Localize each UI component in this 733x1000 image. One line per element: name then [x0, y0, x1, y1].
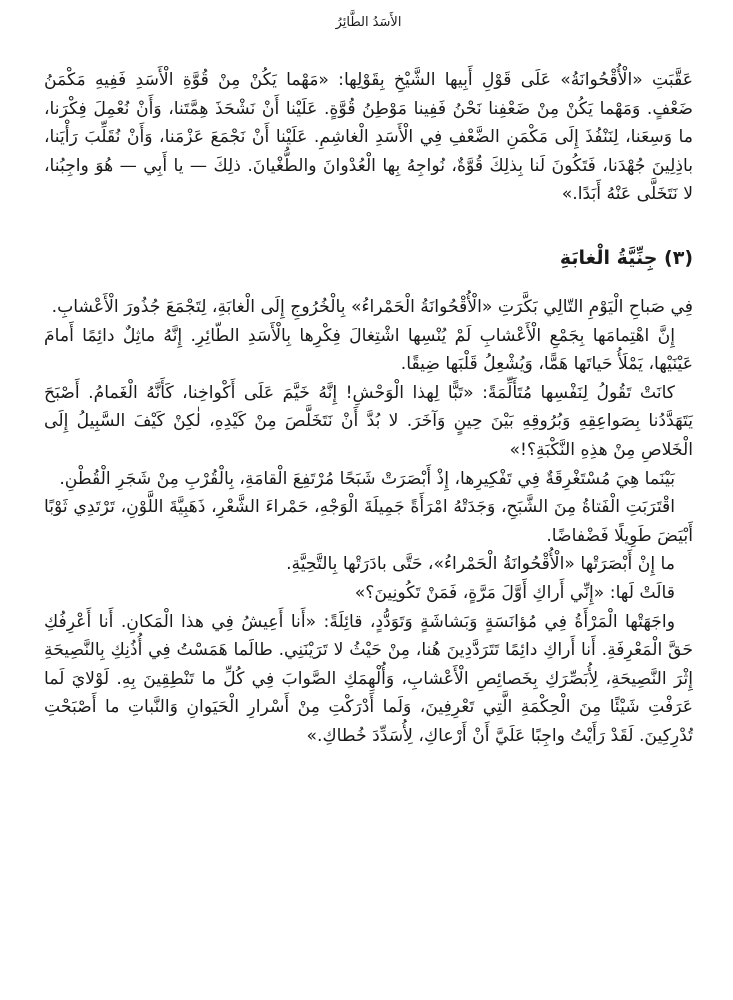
body-paragraph: اقْتَرَبَتِ الْفَتاةُ مِنَ الشَّبَحِ، وَجَدَتْهُ امْرَأَةً جَمِيلَةَ الْوَجْهِ، حَمْراءَ الشَّعْرِ، ذَهَبِيَّةَ اللَّوْنِ، تَرْتَدِي ثَوْبًا أَبْيَضَ طَوِيلًا فَضْفاضًا.: [44, 497, 693, 546]
body-paragraph: قالَتْ لَها: «إِنِّي أَراكِ أَوَّلَ مَرَّةٍ، فَمَنْ تَكُونِينَ؟»: [354, 582, 675, 603]
body-paragraph: واجَهَتْها الْمَرْأَةُ فِي مُؤانَسَةٍ وَبَشاشَةٍ وَتَوَدُّدٍ، قائِلَةً: «أَنا أَعِيشُ فِي هذا الْمَكانِ. أَنا أَعْرِفُكِ حَقَّ الْمَعْرِفَةِ. أَنا أَراكِ دائِمًا تَتَرَدَّدِينَ هُنا، مِنْ حَيْثُ لا تَرَيْنَنِي. طالَما هَمَسْتُ فِي أُذُنِكِ بِالنَّصِيحَةِ إِثْرَ النَّصِيحَةِ، لِأُبَصِّرَكِ بِخَصائِصِ الْأَعْشابِ، وَأُلْهِمَكِ الصَّوابَ فِي كُلِّ ما تَنْطِقِينَ بِهِ. لَوْلايَ لَما عَرَفْتِ شَيْئًا مِنَ الْحِكْمَةِ الَّتِي تَعْرِفِينَ، وَلَما أَدْرَكْتِ مِنْ أَسْرارِ الْحَيَوانِ وَالنَّباتِ ما أَصْبَحْتِ تُدْرِكِينَ. لَقَدْ رَأَيْتُ واجِبًا عَلَيَّ أَنْ أَرْعاكِ، لِأُسَدِّدَ خُطاكِ.»: [44, 611, 693, 746]
body-paragraph: كانَتْ تَقُولُ لِنَفْسِها مُتَأَلِّمَةً: «تَبًّا لِهذا الْوَحْشِ! إِنَّهُ خَيَّمَ عَلَى أَكْواخِنا، كَأَنَّهُ الْغَمامُ. أَصْبَحَ يَتَهَدَّدُنا بِصَواعِقِهِ وَبُرُوقِهِ بَيْنَ حِينٍ وَآخَرَ. لا بُدَّ أَنْ نَتَخَلَّصَ مِنْ كَيْدِهِ، لٰكِنْ كَيْفَ السَّبِيلُ إِلَى الْخَلاصِ مِنْ هذِهِ النَّكْبَةِ؟!»: [44, 382, 693, 460]
body-paragraph: فِي صَباحِ الْيَوْمِ التّالِي بَكَّرَتِ «الْأُقْحُوانَةُ الْحَمْراءُ» بِالْخُرُوجِ إِلَى الْغابَةِ، لِتَجْمَعَ جُذُورَ الْأَعْشابِ.: [51, 296, 693, 317]
body-paragraph: بَيْنَما هِيَ مُسْتَغْرِقَةٌ فِي تَفْكِيرِها، إِذْ أَبْصَرَتْ شَبَحًا مُرْتَفِعَ الْقامَةِ، بِالْقُرْبِ مِنْ شَجَرِ الْقُطْنِ.: [59, 468, 675, 489]
body-paragraph: ما إِنْ أَبْصَرَتْها «الْأُقْحُوانَةُ الْحَمْراءُ»، حَتَّى بادَرَتْها بِالتَّحِيَّةِ.: [286, 554, 675, 575]
body-paragraph: عَقَّبَتِ «الْأُقْحُوانَةُ» عَلَى قَوْلِ أَبِيها الشَّيْخِ بِقَوْلِها: «مَهْما يَكُنْ مِنْ قُوَّةِ الْأَسَدِ فَفِيهِ مَكْمَنُ ضَعْفٍ. وَمَهْما يَكُنْ مِنْ ضَعْفِنا نَحْنُ فَفِينا مَوْطِنُ قُوَّةٍ. عَلَيْنا أَنْ نَشْحَذَ هِمَّتَنا، وَأَنْ نُعْمِلَ فِكْرَنا، ما وَسِعَنا، لِنَنْفُذَ إِلَى مَكْمَنِ الضَّعْفِ فِي الْأَسَدِ الْغاشِمِ. عَلَيْنا أَنْ نَجْمَعَ عَزْمَنا، وَأَنْ نُقَلِّبَ رَأْيَنا، باذِلِينَ جُهْدَنا، فَتَكُونَ لَنا بِذلِكَ قُوَّةٌ، نُواجِهُ بِها الْعُدْوانَ والطُّغْيانَ. ذلِكَ — يا أَبِي — هُوَ واجِبُنا، لا نَتَخَلَّى عَنْهُ أَبَدًا.»: [44, 70, 693, 205]
section-heading: (٣) جِنِّيَّةُ الْغابَةِ: [559, 246, 693, 269]
running-head: الأَسَدُ الطَّائِرُ: [335, 15, 402, 30]
body-paragraph: إِنَّ اهْتِمامَها بِجَمْعِ الْأَعْشابِ لَمْ يُنْسِها اشْتِغالَ فِكْرِها بِالْأَسَدِ الطّائِرِ. إِنَّهُ ماثِلٌ دائِمًا أَمامَ عَيْنَيْها، يَمْلَأُ حَياتَها هَمًّا، وَيُشْعِلُ قَلْبَها ضِيقًا.: [44, 325, 693, 375]
